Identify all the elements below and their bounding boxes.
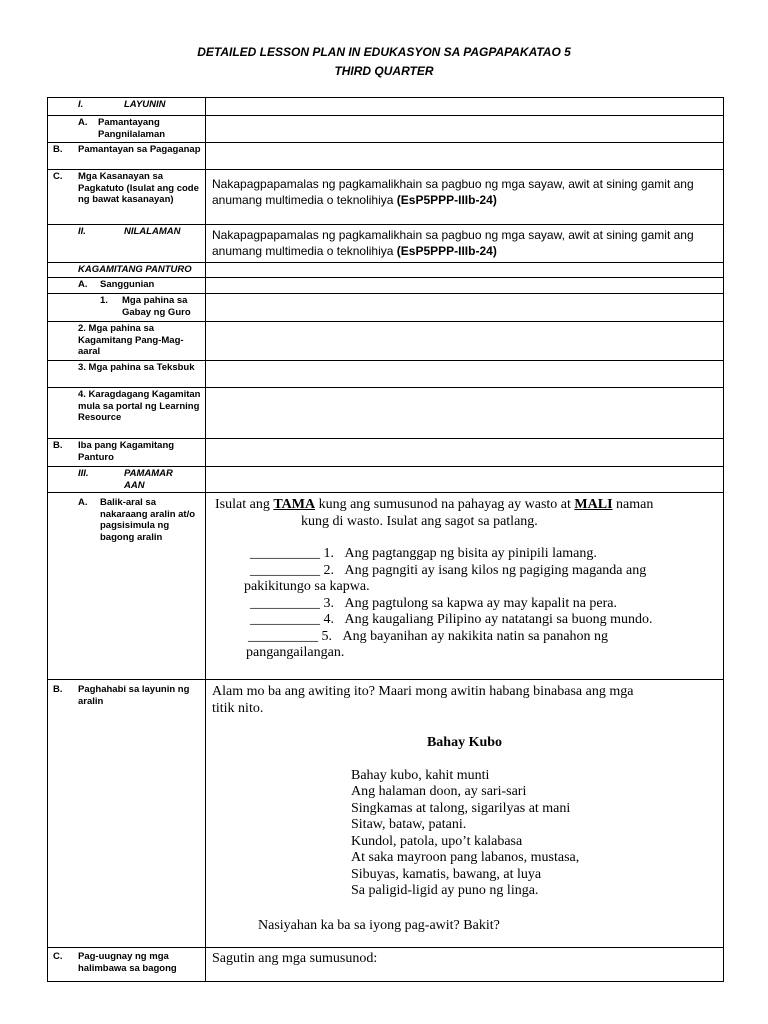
instr-text: Isulat ang [215,497,274,512]
row-label: NILALAMAN [124,226,181,237]
content-cell [206,948,724,982]
row-label: Pamantayan sa Pagaganap [78,144,201,155]
row-label: 3. Mga pahina sa Teksbuk [78,362,195,373]
intro-line: titik nito. [212,700,264,716]
content-cell [206,225,724,263]
competency-code: (EsP5PPP-IIIb-24) [396,193,497,207]
paguugnay-text: Sagutin ang mga sumusunod: [212,951,378,966]
content-cell [206,278,724,294]
lyric-line: Kundol, patola, upo’t kalabasa [351,833,523,849]
row-marker: I. [78,99,84,110]
competency-text: Nakapagpapamalas ng pagkamalikhain sa pagbuo ng mga sayaw, awit at sining gamit ang anumang multimedia o teknolihiya [212,228,694,258]
row-pamantayang [48,116,724,143]
tama-keyword: TAMA [273,497,316,512]
row-marker: II. [78,226,86,237]
row-marker: A. [78,497,88,508]
row-label: KAGAMITANG PANTURO [78,264,192,275]
instr-text: naman [612,497,654,512]
content-cell [206,263,724,278]
row-teksbuk [48,361,724,388]
lyric-line: Sitaw, bataw, patani. [351,817,467,832]
row-paguugnay [48,948,724,982]
row-sanggunian [48,278,724,294]
song-title: Bahay Kubo [426,735,503,750]
list-item: __________ 2. Ang pagngiti ay isang kilos ng pagiging maganda ang [250,562,647,578]
row-marker: III. [78,468,89,479]
content-cell [206,116,724,143]
lyric-line: Sa paligid-ligid ay puno ng linga. [351,883,539,898]
row-marker: B. [53,684,63,695]
row-paghahabi [48,680,724,948]
competency-text: Nakapagpapamalas ng pagkamalikhain sa pagbuo ng mga sayaw, awit at sining gamit ang anumang multimedia o teknolihiya [212,177,694,207]
content-cell [206,170,724,225]
row-layunin [48,98,724,116]
lyric-line: Bahay kubo, kahit munti [351,767,490,783]
competency-code: (EsP5PPP-IIIb-24) [396,244,497,258]
list-item: __________ 5. Ang bayanihan ay nakikita natin sa panahon ng [248,628,609,644]
content-cell [206,439,724,467]
row-marker: A. [78,117,88,128]
row-karagdagang [48,388,724,439]
list-item: pangangailangan. [246,645,345,660]
row-label: 4. Karagdagang Kagamitan mula sa portal ng Learning Resource [78,389,201,423]
song-lyrics [206,752,723,900]
lyric-line: Sibuyas, kamatis, bawang, at luya [351,866,542,882]
row-pagaganap [48,143,724,170]
row-marker: C. [53,171,63,182]
lyric-line: Singkamas at talong, sigarilyas at mani [351,800,571,816]
content-cell [206,143,724,170]
content-cell [206,361,724,388]
lyric-line: Ang halaman doon, ay sari-sari [351,784,527,799]
content-cell [206,493,724,680]
list-item: __________ 4. Ang kaugaliang Pilipino ay natatangi sa buong mundo. [250,612,653,627]
row-label: Mga Kasanayan sa Pagkatuto (Isulat ang code ng bawat kasanayan) [78,171,199,205]
row-pangmagaaral [48,322,724,361]
row-label: Paghahabi sa layunin ng aralin [78,684,190,707]
lyric-line: At saka mayroon pang labanos, mustasa, [351,850,580,865]
instr-text: kung di wasto. Isulat ang sagot sa patlang. [301,513,538,529]
row-marker: B. [53,440,63,451]
row-ibapa [48,439,724,467]
intro-line: Alam mo ba ang awiting ito? Maari mong awitin habang binabasa ang mga [212,684,634,699]
content-cell [206,680,724,948]
content-cell [206,322,724,361]
row-kagamitan [48,263,724,278]
content-cell [206,294,724,322]
list-item: __________ 1. Ang pagtanggap ng bisita ay pinipili lamang. [250,546,597,561]
content-cell [206,467,724,493]
row-pamamaraan [48,467,724,493]
row-kasanayan [48,170,724,225]
quiz-instructions [206,493,723,530]
row-label: Balik-aral sa nakaraang aralin at/o pagsisimula ng bagong aralin [100,497,196,543]
list-item: pakikitungo sa kapwa. [244,579,370,594]
instr-text: kung ang sumusunod na pahayag ay wasto at [315,497,575,512]
song-question: Nasiyahan ka ba sa iyong pag-awit? Bakit? [258,917,500,933]
row-label: PAMAMARAAN [124,468,173,491]
mali-keyword: MALI [574,497,613,512]
row-label: Pamantayang Pangnilalaman [98,117,166,140]
lesson-plan-table [47,97,724,982]
song-intro [206,680,723,717]
row-gabay [48,294,724,322]
page-subtitle: THIRD QUARTER [334,64,434,78]
row-label: 2. Mga pahina sa Kagamitang Pang-Mag-aaral [78,323,184,357]
row-label: Iba pang Kagamitang Panturo [78,440,175,463]
page-title: DETAILED LESSON PLAN IN EDUKASYON SA PAGPAPAKATAO 5 [197,45,571,59]
row-balikaral [48,493,724,680]
row-nilalaman [48,225,724,263]
row-marker: C. [53,951,63,962]
row-label: Sanggunian [100,279,155,290]
row-label: Mga pahina sa Gabay ng Guro [122,295,191,318]
content-cell [206,98,724,116]
list-item: __________ 3. Ang pagtulong sa kapwa ay may kapalit na pera. [250,595,618,611]
row-marker: 1. [100,295,108,306]
quiz-list [206,530,723,662]
row-label: Pag-uugnay ng mga halimbawa sa bagong [78,951,177,974]
row-marker: B. [53,144,63,155]
content-cell [206,388,724,439]
row-marker: A. [78,279,88,290]
row-label: LAYUNIN [124,99,166,110]
